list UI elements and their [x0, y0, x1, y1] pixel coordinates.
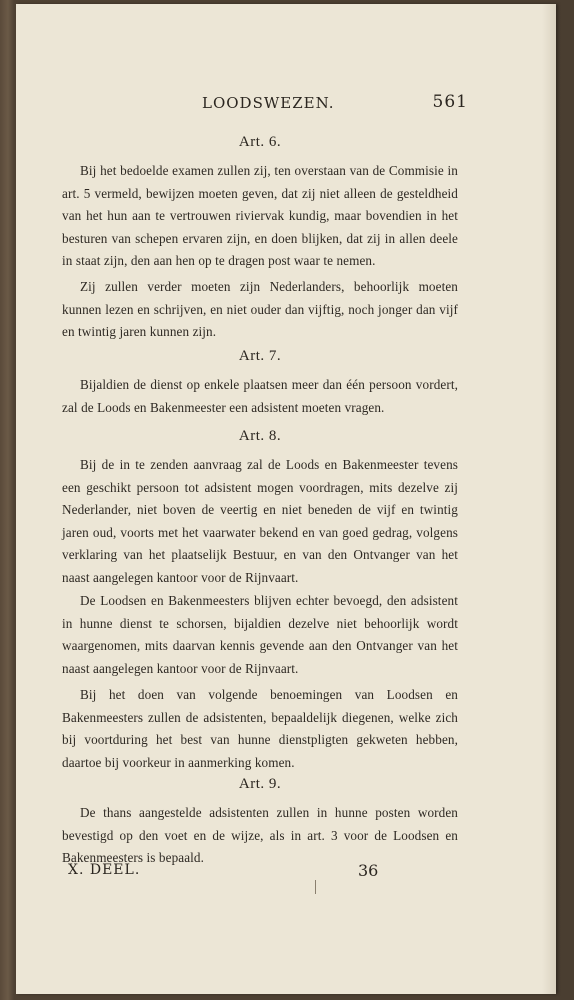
page-number: 561 — [432, 92, 468, 112]
article-heading: Art. 6. — [238, 134, 282, 150]
book-page — [16, 4, 556, 994]
paragraph: Zij zullen verder moeten zijn Nederlanders, behoorlijk moeten kunnen lezen en schrijven, en niet ouder dan vijftig, noch jonger dan vijf en twintig jaren kunnen zijn. — [62, 279, 458, 340]
article-heading: Art. 7. — [238, 348, 282, 364]
gathering-number: 36 — [358, 861, 379, 880]
running-title: LOODSWEZEN. — [202, 94, 335, 112]
print-mark — [315, 880, 316, 894]
page-edge-shadow — [542, 4, 556, 994]
paragraph: De Loodsen en Bakenmeesters blijven echter bevoegd, den adsistent in hunne dienst te schorsen, bijaldien dezelve niet behoorlijk wordt waargenomen, mits daarvan kennis gevende aan den Ontvanger van het naast aangelegen kantoor voor de Rijnvaart. — [62, 593, 458, 676]
article-heading: Art. 8. — [238, 428, 282, 444]
paragraph: De thans aangestelde adsistenten zullen in hunne posten worden bevestigd op den voet en de wijze, als in art. 3 voor de Loodsen en Bakenmeesters is bepaald. — [62, 805, 458, 866]
paragraph: Bij de in te zenden aanvraag zal de Loods en Bakenmeester tevens een geschikt persoon tot adsistent mogen voordragen, mits dezelve zij Nederlander, niet boven de veertig en niet beneden de vijf en twintig jaren oud, voorts met het vaarwater bekend en van goed gedrag, volgens verklaring van het plaatselijk Bestuur, en van den Ontvanger van het naast aangelegen kantoor voor de Rijnvaart. — [62, 457, 458, 585]
running-header — [62, 92, 468, 118]
paragraph: Bijaldien de dienst op enkele plaatsen meer dan één persoon vordert, zal de Loods en Bakenmeester een adsistent moeten vragen. — [62, 377, 458, 415]
signature-mark: X. DEEL. — [68, 862, 141, 878]
page-footer — [68, 862, 388, 882]
paragraph: Bij het bedoelde examen zullen zij, ten overstaan van de Commisie in art. 5 vermeld, bewijzen moeten geven, dat zij niet alleen de gesteldheid van het hun aan te vertrouwen riviervak kundig, maar bovendien in het besturen van schepen ervaren zijn, en doen blijken, dat zij in allen deele in staat zijn, den aan hen op te dragen post waar te nemen. — [62, 163, 458, 269]
paragraph: Bij het doen van volgende benoemingen van Loodsen en Bakenmeesters zullen de adsistenten, bepaaldelijk diegenen, welke zich bij voortduring het best van hunne dienstpligten gekweten hebben, daartoe bij voorkeur in aanmerking komen. — [62, 687, 458, 770]
article-heading: Art. 9. — [238, 776, 282, 792]
